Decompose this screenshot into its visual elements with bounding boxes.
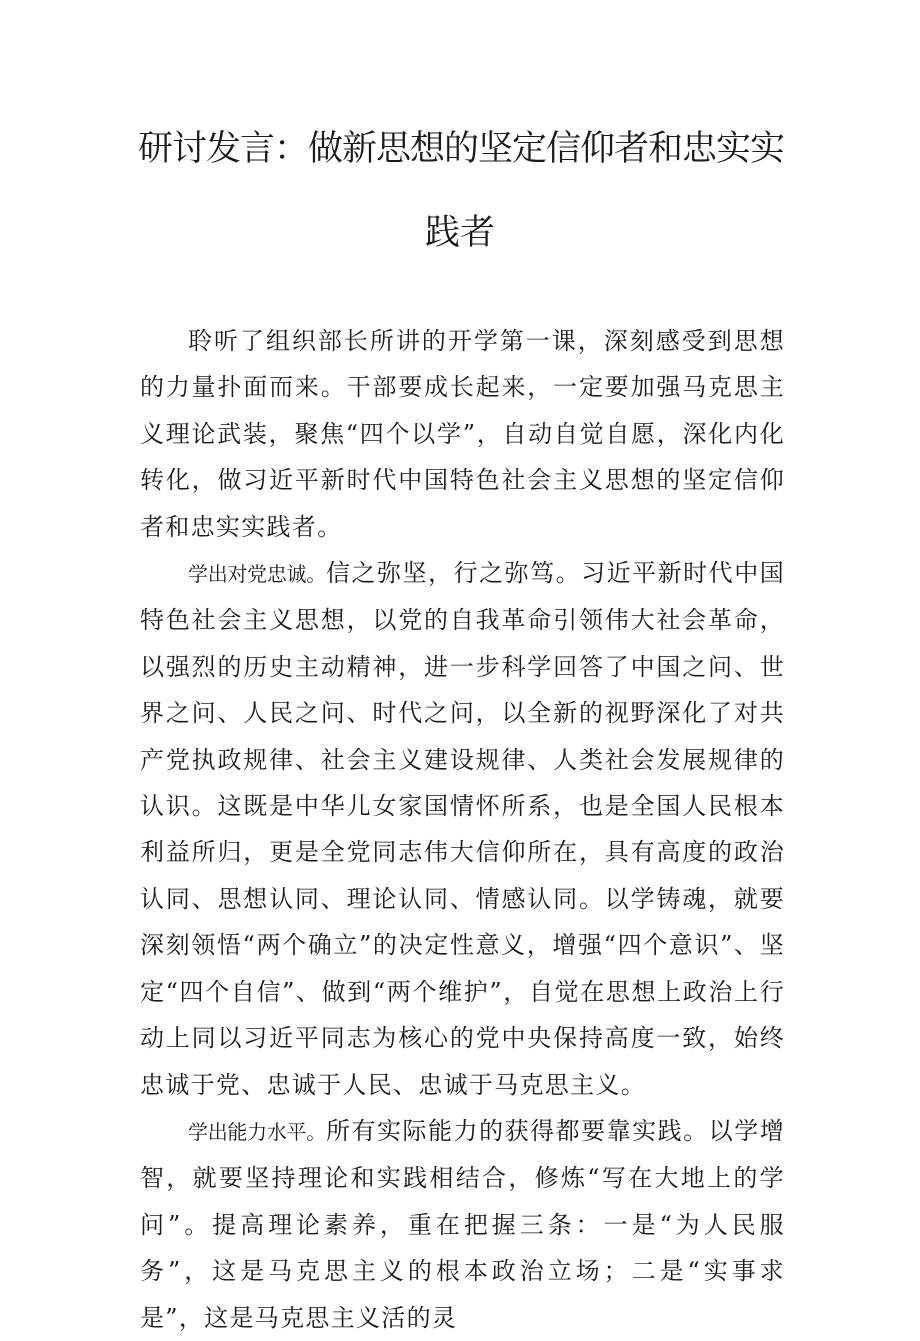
paragraph-lead-heading: 学出能力水平。: [188, 1119, 326, 1144]
paragraph-text: 聆听了组织部长所讲的开学第一课，深刻感受到思想的力量扑面而来。干部要成长起来，一定要加强马克思主义理论武装，聚焦“四个以学”，自动自觉自愿，深化内化转化，做习近平新时代中国特色社会主义思想的坚定信仰者和忠实实践者。: [140, 327, 785, 541]
paragraph-ability-level: [140, 1108, 785, 1341]
paragraph-party-loyalty: [140, 550, 785, 1108]
document-title-line-2: 践者: [424, 213, 495, 253]
document-title-line-1: 研讨发言：做新思想的坚定信仰者和忠实实: [138, 129, 785, 169]
paragraph-text: 所有实际能力的获得都要靠实践。以学增智，就要坚持理论和实践相结合，修炼“写在大地上的学问”。提高理论素养，重在把握三条：一是“为人民服务”，这是马克思主义的根本政治立场；二是“实事求是”，这是马克思主义活的灵: [140, 1116, 786, 1332]
paragraph-lead-heading: 学出对党忠诚。: [188, 562, 326, 587]
document-body: [140, 318, 785, 1341]
paragraph-intro: [140, 318, 785, 550]
paragraph-text: 信之弥坚，行之弥笃。习近平新时代中国特色社会主义思想，以党的自我革命引领伟大社会革命，以强烈的历史主动精神，进一步科学回答了中国之问、世界之问、人民之问、时代之问，以全新的视野深化了对共产党执政规律、社会主义建设规律、人类社会发展规律的认识。这既是中华儿女家国情怀所系，也是全国人民根本利益所归，更是全党同志伟大信仰所在，具有高度的政治认同、思想认同、理论认同、情感认同。以学铸魂，就要深刻领悟“两个确立”的决定性意义，增强“四个意识”、坚定“四个自信”、做到“两个维护”，自觉在思想上政治上行动上同以习近平同志为核心的党中央保持高度一致，始终忠诚于党、忠诚于人民、忠诚于马克思主义。: [140, 559, 786, 1099]
